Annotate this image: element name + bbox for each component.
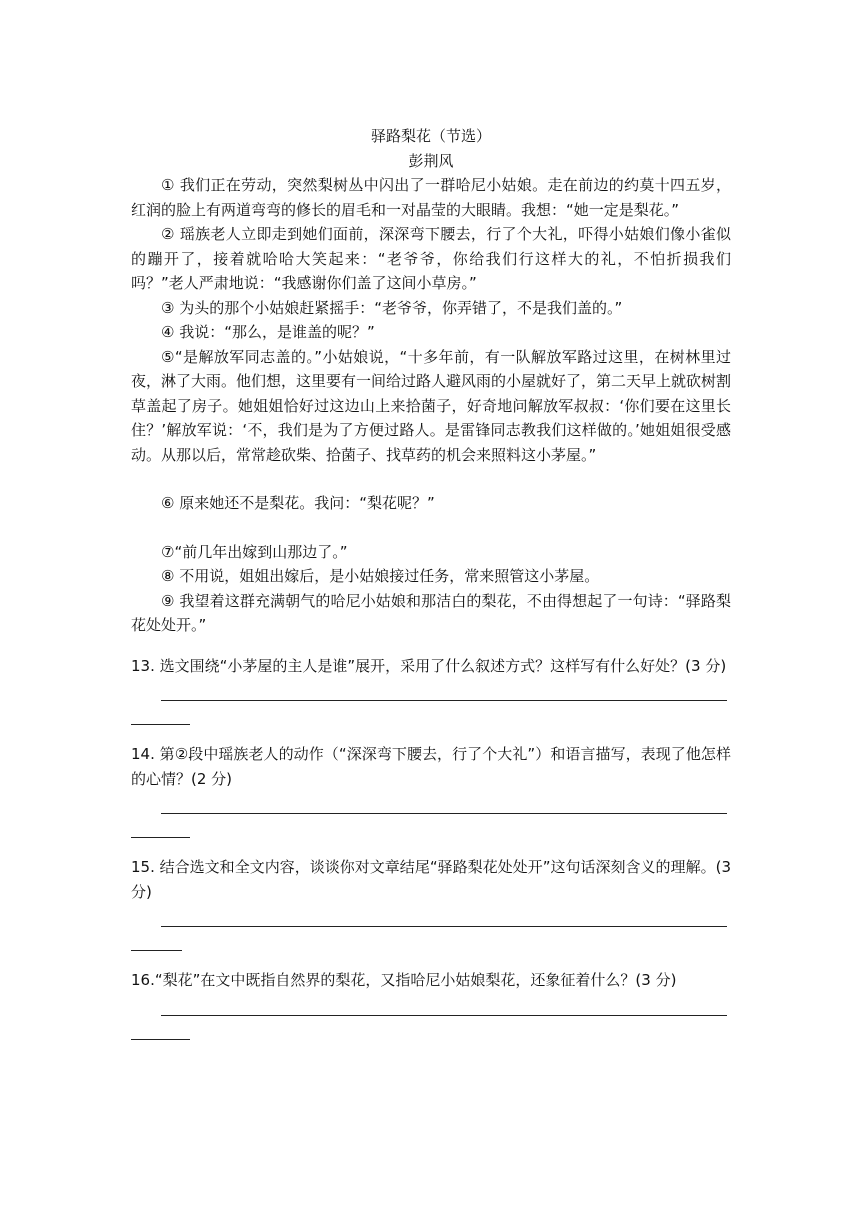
paragraph-9: ⑨ 我望着这群充满朝气的哈尼小姑娘和那洁白的梨花，不由得想起了一句诗：“驿路梨花处处开。” <box>131 591 731 634</box>
paragraph-2: ② 瑶族老人立即走到她们面前，深深弯下腰去，行了个大礼，吓得小姑娘们像小雀似的蹦开了，接着就哈哈大笑起来：“老爷爷，你给我们行这样大的礼，不怕折损我们吗？”老人严肃地说：“我感谢你们盖了这间小草房。” <box>131 225 731 292</box>
question-15-text: 15. 结合选文和全文内容，谈谈你对文章结尾“驿路梨花处处开”这句话深刻含义的理解。(3 分) <box>131 858 731 901</box>
answer-line-14[interactable] <box>131 791 731 839</box>
paragraph-6: ⑥ 原来她还不是梨花。我问：“梨花呢？” <box>161 494 435 512</box>
question-13 <box>131 654 731 727</box>
question-15 <box>131 855 731 952</box>
article-author: 彭荆风 <box>408 151 454 170</box>
answer-line-15[interactable] <box>131 904 731 952</box>
question-16-text: 16.“梨花”在文中既指自然界的梨花，又指哈尼小姑娘梨花，还象征着什么？(3 分) <box>131 971 677 989</box>
answer-line-16[interactable] <box>131 993 731 1041</box>
paragraph-3: ③ 为头的那个小姑娘赶紧摇手：“老爷爷，你弄错了，不是我们盖的。” <box>161 298 623 317</box>
answer-line-13[interactable] <box>131 678 731 726</box>
paragraph-1: ① 我们正在劳动，突然梨树丛中闪出了一群哈尼小姑娘。走在前边的约莫十四五岁，红润的脸上有两道弯弯的修长的眉毛和一对晶莹的大眼睛。我想：“她一定是梨花。” <box>131 176 731 219</box>
paragraph-8: ⑧ 不用说，姐姐出嫁后，是小姑娘接过任务，常来照管这小茅屋。 <box>161 567 600 585</box>
article-title: 驿路梨花（节选） <box>370 127 491 145</box>
spacer <box>131 516 731 540</box>
paragraph-7: ⑦“前几年出嫁到山那边了。” <box>161 542 348 561</box>
question-14 <box>131 742 731 839</box>
question-16 <box>131 968 731 1041</box>
spacer <box>131 467 731 491</box>
paragraph-5: ⑤“是解放军同志盖的。”小姑娘说，“十多年前，有一队解放军路过这里，在树林里过夜，淋了大雨。他们想，这里要有一间给过路人避风雨的小屋就好了，第二天早上就砍树割草盖起了房子。她姐姐恰好过这边山上来拾菌子，好奇地问解放军叔叔：‘你们要在这里长住？’解放军说：‘不，我们是为了方便过路人。是雷锋同志教我们这样做的。’她姐姐很受感动。从那以后，常常趁砍柴、拾菌子、找草药的机会来照料这小茅屋。” <box>131 347 732 464</box>
question-13-text: 13. 选文围绕“小茅屋的主人是谁”展开，采用了什么叙述方式？这样写有什么好处？(3 分) <box>131 656 727 675</box>
document-content <box>131 124 731 1041</box>
question-14-text: 14. 第②段中瑶族老人的动作（“深深弯下腰去，行了个大礼”）和语言描写，表现了他怎样的心情？(2 分) <box>131 745 731 788</box>
paragraph-4: ④ 我说：“那么，是谁盖的呢？” <box>161 323 375 341</box>
